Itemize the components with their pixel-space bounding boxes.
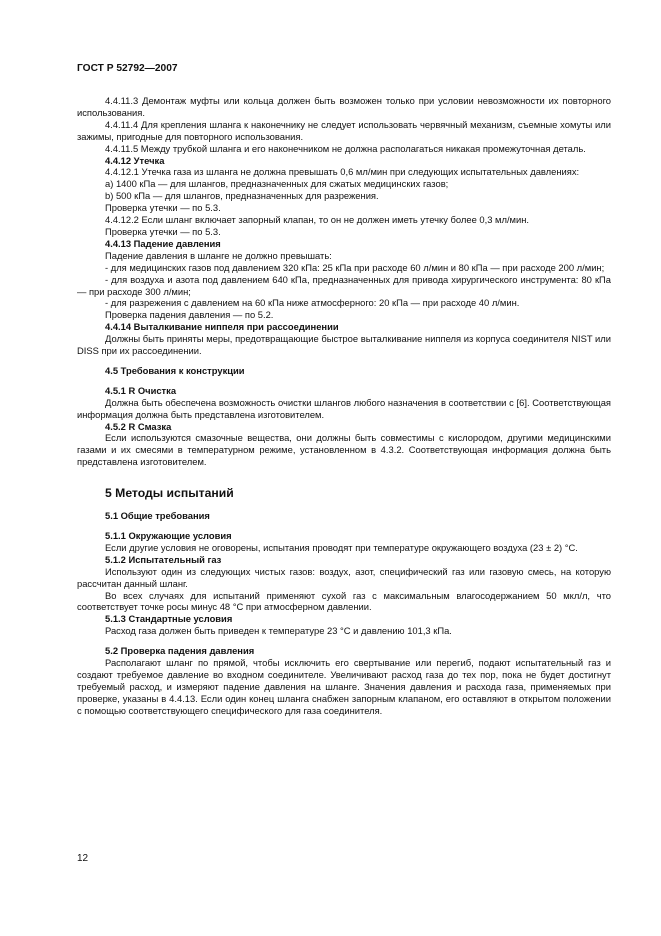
pressure-drop-check-ref: Проверка падения давления — по 5.2. <box>105 309 274 321</box>
heading-5-1-2: 5.1.2 Испытательный газ <box>105 553 222 565</box>
document-header: ГОСТ Р 52792—2007 <box>77 63 178 74</box>
heading-5-1: 5.1 Общие требования <box>105 510 210 522</box>
clause-4-4-14: Должны быть приняты меры, предотвращающие быстрое выталкивание ниппеля из корпуса соединителя NIST или DISS при их рассоединении. <box>77 333 611 357</box>
clause-4-5-1: Должна быть обеспечена возможность очистки шлангов любого назначения в соответствии с [6]. Соответствующая информация должна быть представлена изготовителем. <box>77 396 611 420</box>
heading-4-5: 4.5 Требования к конструкции <box>105 364 245 376</box>
heading-5-2: 5.2 Проверка падения давления <box>105 645 255 657</box>
page-number: 12 <box>77 853 89 864</box>
clause-4-4-12-2: 4.4.12.2 Если шланг включает запорный клапан, то он не должен иметь утечку более 0,3 мл/мин. <box>105 214 530 226</box>
clause-4-4-11-4: 4.4.11.4 Для крепления шланга к наконечнику не следует использовать червячный механизм, съемные хомуты или зажимы, пригодные для повторного использования. <box>77 118 611 142</box>
heading-4-4-14: 4.4.14 Выталкивание ниппеля при рассоединении <box>105 321 339 333</box>
clause-5-1-2-a: Используют один из следующих чистых газов: воздух, азот, специфический газ или газовую смесь, на которую рассчитан данный шланг. <box>77 565 611 589</box>
clause-5-1-3: Расход газа должен быть приведен к температуре 23 °С и давлению 101,3 кПа. <box>105 625 452 637</box>
leak-check-ref-2: Проверка утечки — по 5.3. <box>105 225 221 237</box>
clause-4-4-11-3: 4.4.11.3 Демонтаж муфты или кольца должен быть возможен только при условии невозможности их повторного использования. <box>77 95 611 118</box>
clause-4-4-12-1: 4.4.12.1 Утечка газа из шланга не должна превышать 0,6 мл/мин при следующих испытательных давлениях: <box>105 166 580 178</box>
heading-4-4-13: 4.4.13 Падение давления <box>105 237 221 249</box>
section-5-title: 5 Методы испытаний <box>105 486 234 501</box>
heading-5-1-1: 5.1.1 Окружающие условия <box>105 530 232 541</box>
leak-check-ref-1: Проверка утечки — по 5.3. <box>105 202 221 214</box>
heading-4-5-2: 4.5.2 R Смазка <box>105 420 172 432</box>
pressure-drop-intro: Падение давления в шланге не должно превышать: <box>105 249 332 261</box>
clause-4-5-2: Если используются смазочные вещества, они должны быть совместимы с кислородом, другими медицинскими газами и их смесями в температурном режиме, установленном в 4.3.2. Соответствующая информация должна быть представлена изготовителем. <box>77 432 611 468</box>
clause-4-4-11-5: 4.4.11.5 Между трубкой шланга и его наконечником не должна располагаться никакая промежуточная деталь. <box>105 142 586 154</box>
heading-4-5-1: 4.5.1 R Очистка <box>105 384 177 396</box>
list-item-b: b) 500 кПа — для шлангов, предназначенных для разрежения. <box>105 190 379 202</box>
clause-5-1-1: Если другие условия не оговорены, испытания проводят при температуре окружающего воздуха (23 ± 2) °С. <box>105 541 578 553</box>
clause-5-1-2-b: Во всех случаях для испытаний применяют сухой газ с максимальным влагосодержанием 50 мкл/л, что соответствует точке росы минус 48 °С при атмосферном давлении. <box>77 589 611 613</box>
list-item-medical-gases: - для медицинских газов под давлением 320 кПа: 25 кПа при расходе 60 л/мин и 80 кПа — при расходе 200 л/мин; <box>105 261 605 273</box>
list-item-air-nitrogen: - для воздуха и азота под давлением 640 кПа, предназначенных для привода хирургического инструмента: 80 кПа — при расходе 300 л/мин; <box>77 273 611 297</box>
clause-5-2: Располагают шланг по прямой, чтобы исключить его свертывание или перегиб, подают испытательный газ и создают требуемое давление во входном соединителе. Увеличивают расход газа до тех пор, пока не будет достигнут требуемый расход, и измеряют падение давления на шланге. Значения давления и расхода газа, применяемых при проверке, указаны в 4.4.13. Если один конец шланга снабжен запорным клапаном, его оставляют в открытом положении с помощью соответствующего специфического для газа соединителя. <box>77 657 611 716</box>
heading-5-1-3: 5.1.3 Стандартные условия <box>105 613 233 625</box>
document-body <box>77 95 611 717</box>
list-item-vacuum: - для разрежения с давлением на 60 кПа ниже атмосферного: 20 кПа — при расходе 40 л/мин. <box>105 297 520 309</box>
heading-4-4-12: 4.4.12 Утечка <box>105 154 165 166</box>
list-item-a: а) 1400 кПа — для шлангов, предназначенных для сжатых медицинских газов; <box>105 178 449 190</box>
